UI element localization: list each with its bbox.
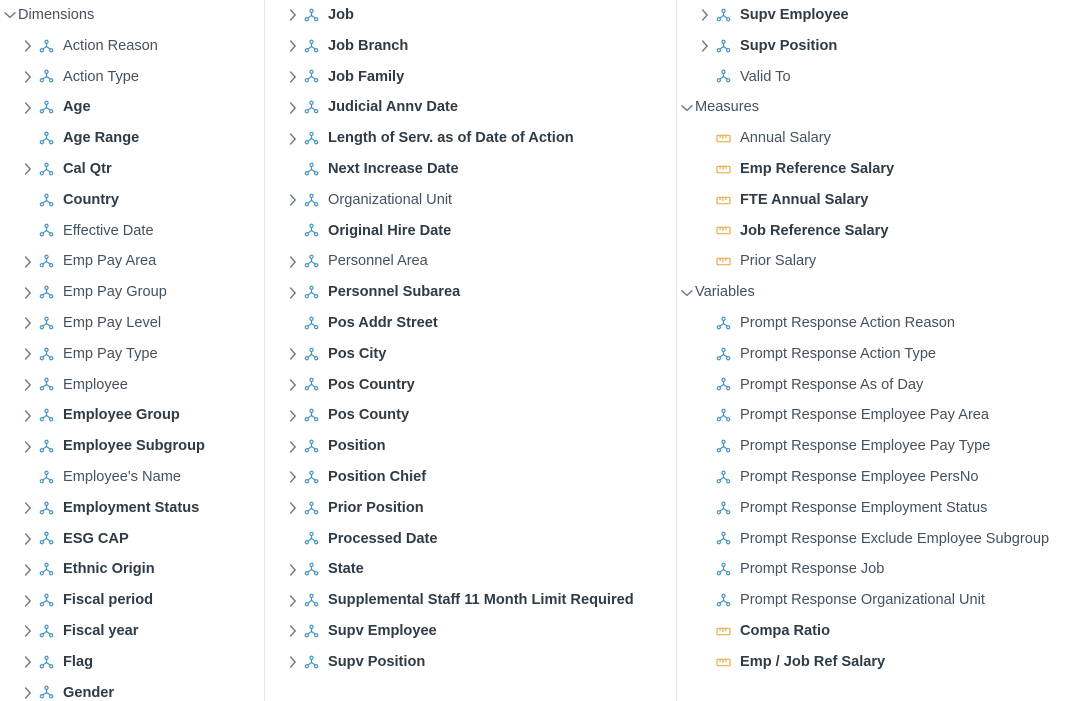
- tree-item-label: Effective Date: [63, 222, 154, 239]
- chevron-right-icon[interactable]: [20, 40, 36, 52]
- dimension-icon: [36, 439, 56, 454]
- tree-item-label: Next Increase Date: [328, 160, 459, 177]
- tree-item-row[interactable]: [0, 616, 265, 647]
- tree-item-row[interactable]: [0, 154, 265, 185]
- dimension-icon: [301, 655, 321, 670]
- tree-item-label: Prior Position: [328, 499, 424, 516]
- tree-item-label: Supplemental Staff 11 Month Limit Required: [328, 592, 634, 609]
- dimension-icon: [36, 347, 56, 362]
- dimension-icon: [36, 223, 56, 238]
- tree-item-label: Supv Employee: [740, 7, 849, 23]
- tree-item-label: Prompt Response Action Type: [740, 345, 937, 362]
- tree-item-row[interactable]: [677, 0, 1089, 31]
- tree-item-row[interactable]: [677, 524, 1089, 555]
- chevron-right-icon[interactable]: [285, 256, 301, 268]
- dimension-icon: [713, 347, 733, 362]
- tree-item-label: Judicial Annv Date: [328, 99, 459, 116]
- column-divider-2: [676, 0, 677, 701]
- chevron-right-icon[interactable]: [285, 133, 301, 145]
- dimension-icon: [301, 193, 321, 208]
- tree-item-row[interactable]: [265, 647, 677, 678]
- tree-item-row[interactable]: [677, 493, 1089, 524]
- tree-item-label: Prompt Response Employment Status: [740, 499, 988, 516]
- dimension-icon: [301, 100, 321, 115]
- tree-item-row[interactable]: [677, 554, 1089, 585]
- tree-group-label: Variables: [695, 284, 755, 301]
- tree-item-row[interactable]: [677, 431, 1089, 462]
- tree-item-row[interactable]: [265, 524, 677, 555]
- measure-icon: [713, 194, 733, 207]
- tree-item-label: Employee Group: [63, 407, 180, 424]
- dimension-icon: [713, 8, 733, 23]
- tree-item-label: Emp Reference Salary: [740, 160, 895, 177]
- tree-item-label: Employee's Name: [63, 468, 181, 485]
- tree-item-label: Fiscal year: [63, 622, 139, 639]
- tree-item-row[interactable]: [0, 431, 265, 462]
- tree-item-label: Pos Country: [328, 376, 415, 393]
- dimension-icon: [713, 531, 733, 546]
- dimension-icon: [36, 39, 56, 54]
- dimension-icon: [36, 655, 56, 670]
- tree-item-label: Emp Pay Group: [63, 284, 167, 301]
- column-divider-1: [264, 0, 265, 701]
- dimension-icon: [36, 316, 56, 331]
- tree-item-label: Prompt Response Organizational Unit: [740, 592, 985, 609]
- tree-item-row[interactable]: [265, 246, 677, 277]
- tree-item-row[interactable]: [677, 462, 1089, 493]
- tree-item-label: Prompt Response Exclude Employee Subgroup: [740, 530, 1050, 547]
- chevron-right-icon[interactable]: [285, 379, 301, 391]
- chevron-right-icon[interactable]: [285, 656, 301, 668]
- dimension-icon: [301, 162, 321, 177]
- column-dimensions: [0, 0, 265, 701]
- chevron-right-icon[interactable]: [285, 40, 301, 52]
- tree-item-label: Prompt Response Employee PersNo: [740, 468, 979, 485]
- dimension-icon: [36, 285, 56, 300]
- tree-item-label: Emp Pay Level: [63, 314, 162, 331]
- tree-item-row[interactable]: [265, 123, 677, 154]
- tree-item-row[interactable]: [265, 308, 677, 339]
- tree-item-row[interactable]: [265, 154, 677, 185]
- tree-item-row[interactable]: [265, 400, 677, 431]
- chevron-right-icon[interactable]: [285, 287, 301, 299]
- chevron-right-icon[interactable]: [20, 502, 36, 514]
- tree-item-label: Ethnic Origin: [63, 561, 155, 578]
- tree-item-row[interactable]: [0, 308, 265, 339]
- tree-item-row[interactable]: [265, 216, 677, 247]
- tree-item-label: Age Range: [63, 130, 140, 147]
- tree-item-label: Supv Position: [740, 37, 838, 54]
- dimension-icon: [36, 162, 56, 177]
- tree-item-label: Action Type: [63, 68, 139, 85]
- chevron-right-icon[interactable]: [20, 379, 36, 391]
- tree-item-row[interactable]: [265, 554, 677, 585]
- tree-item-label: Flag: [63, 653, 93, 670]
- tree-item-row[interactable]: [677, 154, 1089, 185]
- tree-item-row[interactable]: [0, 216, 265, 247]
- measure-icon: [713, 224, 733, 237]
- tree-item-label: Pos Addr Street: [328, 314, 438, 331]
- chevron-right-icon[interactable]: [285, 595, 301, 607]
- chevron-down-icon[interactable]: [2, 11, 18, 19]
- dimension-icon: [36, 562, 56, 577]
- chevron-right-icon[interactable]: [20, 410, 36, 422]
- chevron-right-icon[interactable]: [285, 348, 301, 360]
- dimension-icon: [301, 316, 321, 331]
- dimension-icon: [301, 408, 321, 423]
- tree-group-row[interactable]: [677, 92, 1089, 123]
- chevron-right-icon[interactable]: [20, 102, 36, 114]
- tree-item-row[interactable]: [265, 585, 677, 616]
- dimension-icon: [301, 223, 321, 238]
- dimension-icon: [301, 562, 321, 577]
- tree-item-label: Original Hire Date: [328, 222, 452, 239]
- chevron-right-icon[interactable]: [20, 564, 36, 576]
- tree-group-label: Dimensions: [18, 7, 95, 23]
- dimension-icon: [36, 100, 56, 115]
- chevron-right-icon[interactable]: [20, 687, 36, 699]
- chevron-right-icon[interactable]: [285, 410, 301, 422]
- tree-item-row[interactable]: [265, 339, 677, 370]
- tree-item-label: Emp Pay Area: [63, 253, 157, 270]
- dimension-icon: [36, 131, 56, 146]
- dimension-icon: [713, 69, 733, 84]
- tree-item-row[interactable]: [265, 616, 677, 647]
- tree-item-label: Employment Status: [63, 499, 200, 516]
- tree-item-row[interactable]: [0, 31, 265, 62]
- measure-icon: [713, 625, 733, 638]
- chevron-right-icon[interactable]: [20, 348, 36, 360]
- chevron-right-icon[interactable]: [285, 441, 301, 453]
- dimension-icon: [301, 470, 321, 485]
- tree-item-label: Action Reason: [63, 37, 158, 54]
- tree-item-row[interactable]: [677, 31, 1089, 62]
- tree-item-label: Position Chief: [328, 468, 427, 485]
- tree-item-label: ESG CAP: [63, 530, 129, 547]
- tree-item-row[interactable]: [0, 123, 265, 154]
- tree-item-label: Fiscal period: [63, 592, 154, 609]
- tree-item-row[interactable]: [265, 370, 677, 401]
- tree-item-row[interactable]: [0, 62, 265, 93]
- tree-group-label: Measures: [695, 99, 760, 116]
- measure-icon: [713, 255, 733, 268]
- tree-item-label: Emp / Job Ref Salary: [740, 653, 886, 670]
- dimension-icon: [301, 624, 321, 639]
- tree-item-row[interactable]: [265, 277, 677, 308]
- tree-item-label: Cal Qtr: [63, 160, 112, 177]
- chevron-right-icon[interactable]: [20, 317, 36, 329]
- tree-item-label: Supv Position: [328, 653, 426, 670]
- column-dimensions-continued: [265, 0, 677, 701]
- tree-item-row[interactable]: [0, 92, 265, 123]
- tree-item-row[interactable]: [677, 616, 1089, 647]
- tree-item-row[interactable]: [0, 462, 265, 493]
- dimension-icon: [36, 69, 56, 84]
- dimension-icon: [36, 593, 56, 608]
- tree-item-label: Employee Subgroup: [63, 438, 205, 455]
- dimension-icon: [713, 470, 733, 485]
- tree-item-label: Age: [63, 99, 91, 116]
- tree-group-row[interactable]: [0, 0, 265, 31]
- tree-item-row[interactable]: [677, 62, 1089, 93]
- dimension-icon: [713, 593, 733, 608]
- dimension-icon: [301, 439, 321, 454]
- tree-item-row[interactable]: [265, 92, 677, 123]
- dimension-icon: [713, 439, 733, 454]
- dimension-icon: [301, 347, 321, 362]
- tree-item-label: Prompt Response Employee Pay Area: [740, 407, 990, 424]
- dimension-icon: [36, 624, 56, 639]
- tree-item-label: Length of Serv. as of Date of Action: [328, 130, 574, 147]
- tree-item-label: Processed Date: [328, 530, 438, 547]
- tree-item-row[interactable]: [677, 216, 1089, 247]
- tree-item-row[interactable]: [677, 246, 1089, 277]
- column-measures-variables: [677, 0, 1089, 701]
- dimension-icon: [301, 501, 321, 516]
- tree-item-label: Personnel Subarea: [328, 284, 461, 301]
- tree-item-label: Job Branch: [328, 37, 409, 54]
- tree-item-row[interactable]: [265, 185, 677, 216]
- dimension-icon: [301, 593, 321, 608]
- chevron-right-icon[interactable]: [285, 471, 301, 483]
- tree-item-row[interactable]: [677, 123, 1089, 154]
- tree-item-row[interactable]: [677, 370, 1089, 401]
- tree-item-label: State: [328, 561, 364, 578]
- tree-item-label: Prompt Response As of Day: [740, 376, 924, 393]
- chevron-right-icon[interactable]: [20, 595, 36, 607]
- tree-item-row[interactable]: [0, 678, 265, 701]
- tree-item-row[interactable]: [265, 31, 677, 62]
- chevron-right-icon[interactable]: [285, 102, 301, 114]
- dimension-icon: [36, 254, 56, 269]
- tree-item-label: Employee: [63, 376, 128, 393]
- tree-group-row[interactable]: [677, 277, 1089, 308]
- measure-icon: [713, 132, 733, 145]
- tree-item-label: FTE Annual Salary: [740, 191, 869, 208]
- chevron-right-icon[interactable]: [697, 9, 713, 21]
- tree-item-label: Supv Employee: [328, 622, 437, 639]
- tree-item-row[interactable]: [0, 647, 265, 678]
- tree-item-label: Valid To: [740, 68, 791, 85]
- tree-item-row[interactable]: [265, 462, 677, 493]
- chevron-right-icon[interactable]: [285, 194, 301, 206]
- tree-item-label: Job Family: [328, 68, 405, 85]
- dimension-icon: [713, 562, 733, 577]
- tree-item-label: Country: [63, 191, 119, 208]
- chevron-right-icon[interactable]: [20, 441, 36, 453]
- tree-item-label: Prior Salary: [740, 253, 817, 270]
- tree-item-row[interactable]: [677, 339, 1089, 370]
- chevron-right-icon[interactable]: [285, 625, 301, 637]
- chevron-right-icon[interactable]: [285, 564, 301, 576]
- dimension-icon: [301, 531, 321, 546]
- chevron-right-icon[interactable]: [20, 163, 36, 175]
- tree-item-row[interactable]: [0, 400, 265, 431]
- dimension-icon: [36, 377, 56, 392]
- tree-item-row[interactable]: [0, 370, 265, 401]
- tree-item-row[interactable]: [265, 0, 677, 31]
- chevron-right-icon[interactable]: [697, 40, 713, 52]
- chevron-right-icon[interactable]: [20, 656, 36, 668]
- tree-item-label: Prompt Response Action Reason: [740, 314, 955, 331]
- chevron-right-icon[interactable]: [20, 256, 36, 268]
- dimension-icon: [301, 39, 321, 54]
- tree-item-row[interactable]: [677, 647, 1089, 678]
- dimension-icon: [36, 193, 56, 208]
- measure-icon: [713, 163, 733, 176]
- chevron-right-icon[interactable]: [285, 71, 301, 83]
- tree-item-label: Annual Salary: [740, 130, 831, 147]
- tree-item-row[interactable]: [677, 585, 1089, 616]
- tree-item-row[interactable]: [265, 431, 677, 462]
- tree-item-row[interactable]: [0, 585, 265, 616]
- tree-item-row[interactable]: [0, 554, 265, 585]
- tree-item-row[interactable]: [0, 246, 265, 277]
- tree-item-label: Emp Pay Type: [63, 345, 158, 362]
- tree-item-row[interactable]: [0, 524, 265, 555]
- tree-item-row[interactable]: [265, 493, 677, 524]
- dimension-icon: [301, 8, 321, 23]
- dimension-icon: [301, 377, 321, 392]
- dimension-icon: [713, 501, 733, 516]
- tree-item-row[interactable]: [0, 277, 265, 308]
- chevron-right-icon[interactable]: [20, 625, 36, 637]
- measure-icon: [713, 656, 733, 669]
- tree-item-label: Gender: [63, 684, 115, 701]
- tree-item-row[interactable]: [677, 308, 1089, 339]
- tree-item-label: Prompt Response Job: [740, 561, 885, 578]
- chevron-right-icon[interactable]: [285, 502, 301, 514]
- tree-item-label: Position: [328, 438, 386, 455]
- chevron-right-icon[interactable]: [20, 287, 36, 299]
- tree-item-row[interactable]: [677, 400, 1089, 431]
- dimension-icon: [301, 131, 321, 146]
- dimension-icon: [36, 470, 56, 485]
- chevron-right-icon[interactable]: [285, 9, 301, 21]
- dimension-icon: [301, 254, 321, 269]
- chevron-right-icon[interactable]: [20, 533, 36, 545]
- dimension-icon: [36, 408, 56, 423]
- tree-item-row[interactable]: [0, 493, 265, 524]
- dimension-icon: [713, 316, 733, 331]
- tree-item-label: Job: [328, 7, 354, 23]
- tree-item-label: Pos County: [328, 407, 410, 424]
- tree-item-row[interactable]: [265, 62, 677, 93]
- dimension-icon: [713, 408, 733, 423]
- tree-item-row[interactable]: [677, 185, 1089, 216]
- dimension-icon: [36, 685, 56, 700]
- chevron-right-icon[interactable]: [20, 71, 36, 83]
- dimension-icon: [301, 285, 321, 300]
- tree-item-row[interactable]: [0, 339, 265, 370]
- tree-item-label: Organizational Unit: [328, 191, 453, 208]
- tree-item-label: Pos City: [328, 345, 387, 362]
- dimension-icon: [713, 39, 733, 54]
- tree-item-label: Compa Ratio: [740, 622, 830, 639]
- tree-item-label: Personnel Area: [328, 253, 428, 270]
- tree-item-label: Job Reference Salary: [740, 222, 889, 239]
- dimension-icon: [36, 501, 56, 516]
- dimension-icon: [301, 69, 321, 84]
- dimension-icon: [713, 377, 733, 392]
- dimension-icon: [36, 531, 56, 546]
- chevron-down-icon[interactable]: [679, 104, 695, 112]
- tree-item-label: Prompt Response Employee Pay Type: [740, 438, 991, 455]
- chevron-down-icon[interactable]: [679, 289, 695, 297]
- tree-item-row[interactable]: [0, 185, 265, 216]
